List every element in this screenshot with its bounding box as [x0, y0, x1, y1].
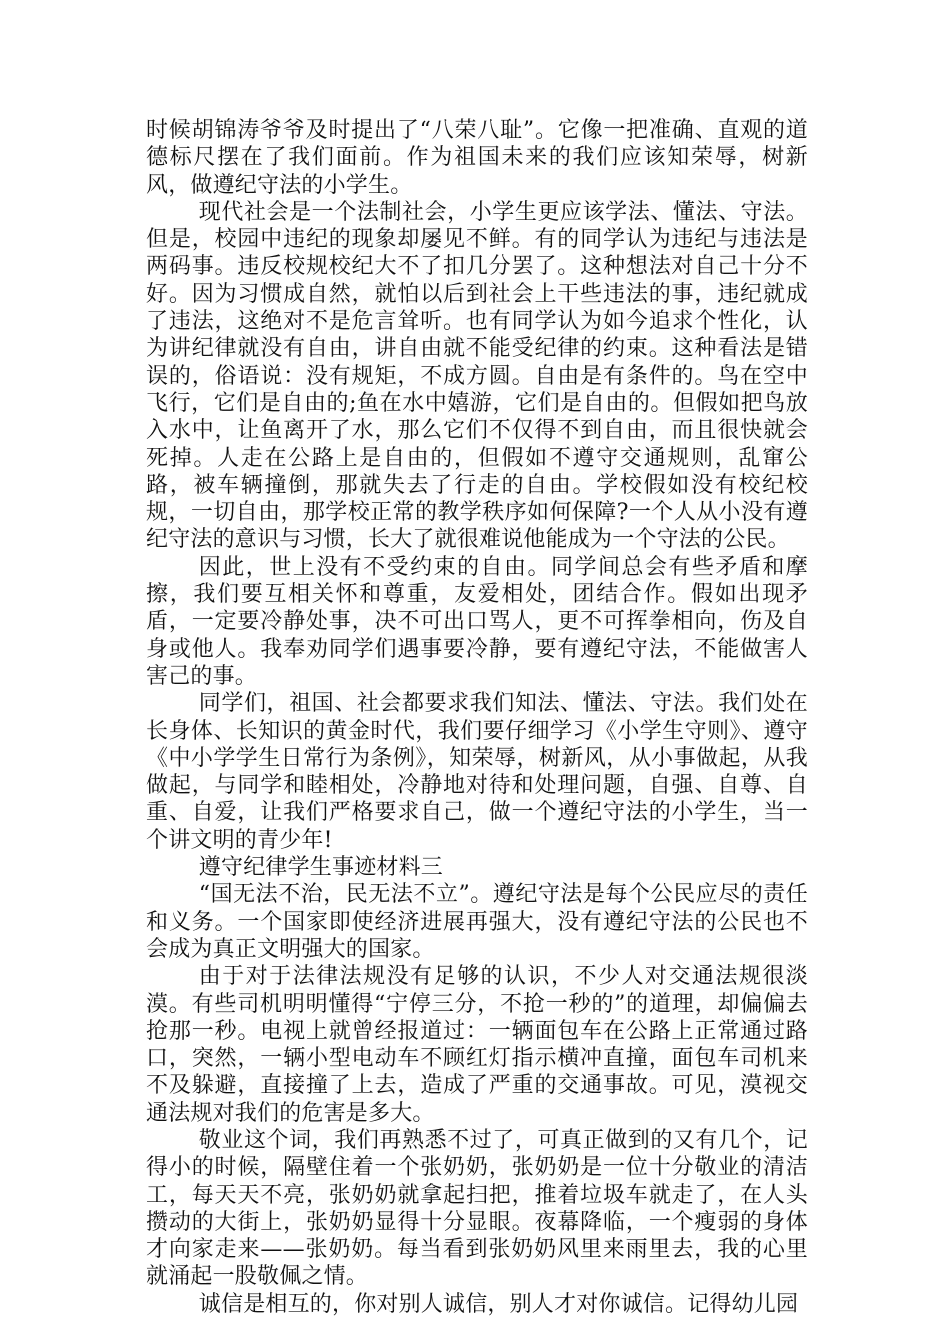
paragraph-traffic: 由于对于法律法规没有足够的认识，不少人对交通法规很淡漠。有些司机明明懂得“宁停三分，不抢一秒的”的道理，却偏偏去抢那一秒。电视上就曾经报道过：一辆面包车在公路上正常通过路口，突然，一辆小型电动车不顾红灯指示横冲直撞，面包车司机来不及躲避，直接撞了上去，造成了严重的交通事故。可见，漠视交通法规对我们的危害是多大。 [146, 964, 808, 1126]
paragraph-classmates: 同学们，祖国、社会都要求我们知法、懂法、守法。我们处在长身体、长知识的黄金时代，我们要仔细学习《小学生守则》、遵守《中小学学生日常行为条例》，知荣辱，树新风，从小事做起，从我做起，与同学和睦相处，冷静地对待和处理问题，自强、自尊、自重、自爱，让我们严格要求自己，做一个遵纪守法的小学生，当一个讲文明的青少年! [146, 691, 808, 853]
paragraph-dedication: 敬业这个词，我们再熟悉不过了，可真正做到的又有几个，记得小的时候，隔壁住着一个张奶奶，张奶奶是一位十分敬业的清洁工，每天天不亮，张奶奶就拿起扫把，推着垃圾车就走了，在人头攒动的大街上，张奶奶显得十分显眼。夜幕降临，一个瘦弱的身体才向家走来——张奶奶。每当看到张奶奶风里来雨里去，我的心里就涌起一股敬佩之情。 [146, 1127, 808, 1290]
paragraph-rule-of-law: “国无法不治，民无法不立”。遵纪守法是每个公民应尽的责任和义务。一个国家即使经济进展再强大，没有遵纪守法的公民也不会成为真正文明强大的国家。 [146, 882, 808, 962]
paragraph-therefore: 因此，世上没有不受约束的自由。同学间总会有些矛盾和摩擦，我们要互相关怀和尊重，友爱相处，团结合作。假如出现矛盾，一定要冷静处事，决不可出口骂人，更不可挥拳相向，伤及自身或他人。我奉劝同学们遇事要冷静，要有遵纪守法，不能做害人害己的事。 [146, 554, 808, 689]
paragraph-integrity: 诚信是相互的，你对别人诚信，别人才对你诚信。记得幼儿园 [198, 1291, 799, 1317]
section-heading: 遵守纪律学生事迹材料三 [198, 855, 443, 881]
paragraph-modern-society: 现代社会是一个法制社会，小学生更应该学法、懂法、守法。但是，校园中违纪的现象却屡见不鲜。有的同学认为违纪与违法是两码事。违反校规校纪大不了扣几分罢了。这种想法对自己十分不好。因为习惯成自然，就怕以后到社会上干些违法的事，违纪就成了违法，这绝对不是危言耸听。也有同学认为如今追求个性化，认为讲纪律就没有自由，讲自由就不能受纪律的约束。这种看法是错误的，俗语说：没有规矩，不成方圆。自由是有条件的。鸟在空中飞行，它们是自由的;鱼在水中嬉游，它们是自由的。但假如把鸟放入水中，让鱼离开了水，那么它们不仅得不到自由，而且很快就会死掉。人走在公路上是自由的，但假如不遵守交通规则，乱窜公路，被车辆撞倒，那就失去了行走的自由。学校假如没有校纪校规，一切自由，那学校正常的教学秩序如何保障?一个人从小没有遵纪守法的意识与习惯，长大了就很难说他能成为一个守法的公民。 [146, 199, 808, 553]
document-page [146, 117, 808, 1318]
paragraph-continuation: 时候胡锦涛爷爷及时提出了“八荣八耻”。它像一把准确、直观的道德标尺摆在了我们面前。作为祖国未来的我们应该知荣辱，树新风，做遵纪守法的小学生。 [146, 118, 808, 198]
